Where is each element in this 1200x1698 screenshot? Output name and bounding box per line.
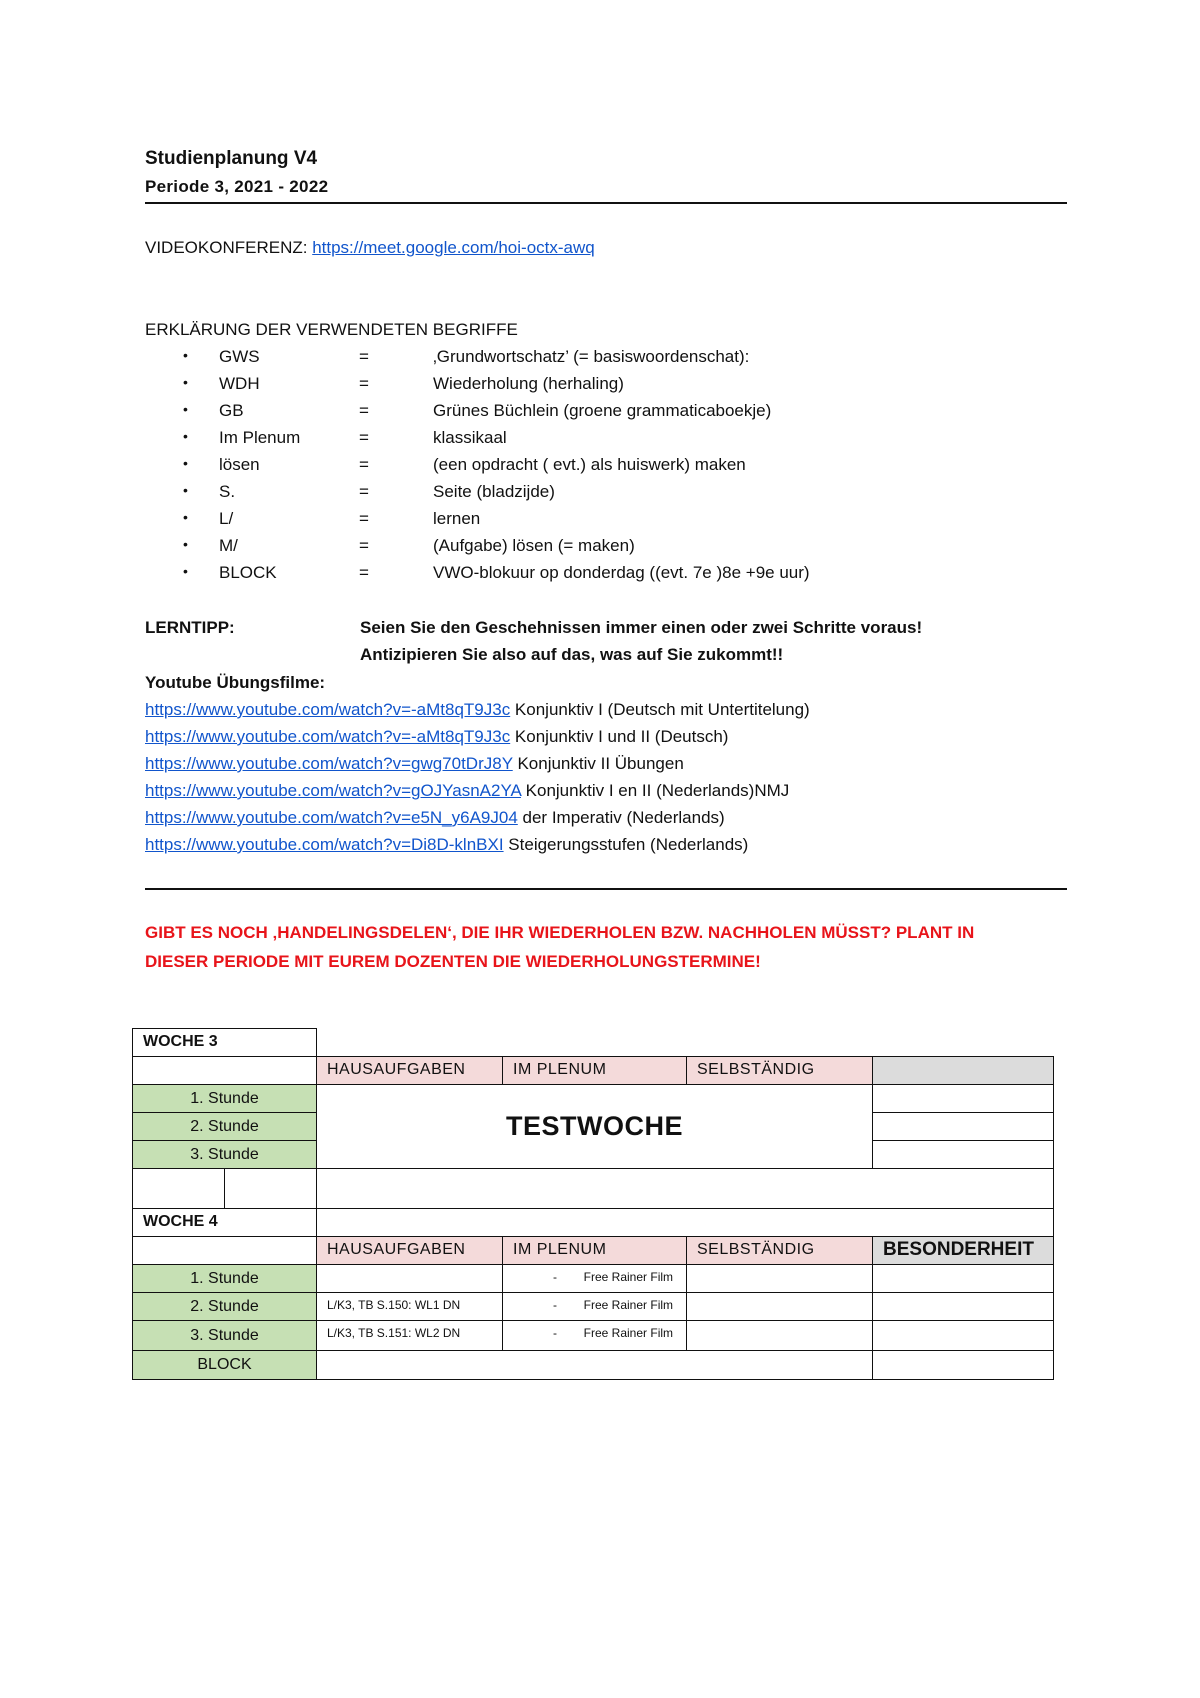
youtube-link-row bbox=[145, 835, 748, 855]
week4-header-besonderheit: BESONDERHEIT bbox=[872, 1236, 1054, 1265]
glossary-term: S. bbox=[219, 482, 236, 501]
glossary-term: GWS bbox=[219, 347, 260, 366]
week4-hausaufgaben-cell: L/K3, TB S.151: WL2 DN bbox=[316, 1320, 503, 1351]
bullet-icon: • bbox=[183, 374, 188, 390]
glossary-equals: = bbox=[359, 509, 369, 528]
bullet-icon: • bbox=[183, 482, 188, 498]
video-conference-link[interactable]: https://meet.google.com/hoi-octx-awq bbox=[312, 238, 595, 257]
glossary-equals: = bbox=[359, 536, 369, 555]
week3-header-plenum: IM PLENUM bbox=[502, 1056, 687, 1085]
glossary-equals: = bbox=[359, 374, 369, 393]
youtube-link[interactable]: https://www.youtube.com/watch?v=-aMt8qT9J3c bbox=[145, 700, 511, 719]
youtube-link-row bbox=[145, 700, 810, 720]
week4-header-selbstandig: SELBSTÄNDIG bbox=[686, 1236, 873, 1265]
week3-testwoche: TESTWOCHE bbox=[316, 1084, 873, 1169]
bullet-icon: • bbox=[183, 347, 188, 363]
youtube-link-row bbox=[145, 781, 789, 801]
week3-extra-cell bbox=[872, 1084, 1054, 1113]
glossary-term: lösen bbox=[219, 455, 260, 474]
week4-label: WOCHE 4 bbox=[132, 1208, 317, 1237]
week4-hausaufgaben-cell: L/K3, TB S.150: WL1 DN bbox=[316, 1292, 503, 1321]
glossary-term: WDH bbox=[219, 374, 260, 393]
youtube-link-description: Konjunktiv I (Deutsch mit Untertitelung) bbox=[510, 700, 810, 719]
youtube-link[interactable]: https://www.youtube.com/watch?v=gOJYasnA2YA bbox=[145, 781, 521, 800]
week3-row-label: 2. Stunde bbox=[132, 1112, 317, 1141]
week4-plenum-cell: - Free Rainer Film bbox=[502, 1320, 687, 1351]
week4-empty-cell bbox=[132, 1236, 317, 1265]
week4-header-hausaufgaben: HAUSAUFGABEN bbox=[316, 1236, 503, 1265]
glossary-definition: (een opdracht ( evt.) als huiswerk) maken bbox=[433, 455, 746, 474]
header-divider bbox=[145, 202, 1067, 204]
week4-besonderheit-cell bbox=[872, 1320, 1054, 1351]
bullet-icon: • bbox=[183, 401, 188, 417]
video-conference-label: VIDEOKONFERENZ: bbox=[145, 238, 308, 257]
week3-label: WOCHE 3 bbox=[132, 1028, 317, 1057]
week3-header-selbstandig: SELBSTÄNDIG bbox=[686, 1056, 873, 1085]
week3-spare-cell bbox=[132, 1168, 225, 1209]
youtube-link-description: Konjunktiv I und II (Deutsch) bbox=[510, 727, 729, 746]
page-title: Studienplanung V4 bbox=[145, 148, 318, 169]
tip-line-1: Seien Sie den Geschehnissen immer einen oder zwei Schritte voraus! bbox=[360, 618, 923, 637]
week3-extra-cell bbox=[872, 1112, 1054, 1141]
youtube-link-description: Steigerungsstufen (Nederlands) bbox=[503, 835, 749, 854]
glossary-term: M/ bbox=[219, 536, 238, 555]
week3-header-extra bbox=[872, 1056, 1054, 1085]
week4-header-plenum: IM PLENUM bbox=[502, 1236, 687, 1265]
week4-row-label: BLOCK bbox=[132, 1350, 317, 1380]
notice-line-1: GIBT ES NOCH ‚HANDELINGSDELEN‘, DIE IHR WIEDERHOLEN BZW. NACHHOLEN MÜSST? PLANT IN bbox=[145, 923, 975, 942]
week3-spare-wide-cell bbox=[316, 1168, 1054, 1209]
page-subtitle: Periode 3, 2021 - 2022 bbox=[145, 177, 329, 196]
week3-empty-cell bbox=[132, 1056, 317, 1085]
week3-spare-cell bbox=[224, 1168, 317, 1209]
glossary-definition: lernen bbox=[433, 509, 481, 528]
week4-besonderheit-cell bbox=[872, 1350, 1054, 1380]
section-divider bbox=[145, 888, 1067, 890]
notice-line-2: DIESER PERIODE MIT EUREM DOZENTEN DIE WIEDERHOLUNGSTERMINE! bbox=[145, 952, 761, 971]
week3-row-label: 1. Stunde bbox=[132, 1084, 317, 1113]
glossary-equals: = bbox=[359, 401, 369, 420]
youtube-link-description: Konjunktiv I en II (Nederlands)NMJ bbox=[520, 781, 790, 800]
glossary-definition: (Aufgabe) lösen (= maken) bbox=[433, 536, 635, 555]
glossary-equals: = bbox=[359, 455, 369, 474]
week4-row-label: 3. Stunde bbox=[132, 1320, 317, 1351]
glossary-definition: klassikaal bbox=[433, 428, 507, 447]
week4-selbstandig-cell bbox=[686, 1264, 873, 1293]
glossary-equals: = bbox=[359, 428, 369, 447]
week4-row-label: 1. Stunde bbox=[132, 1264, 317, 1293]
youtube-link-description: Konjunktiv II Übungen bbox=[512, 754, 684, 773]
week3-extra-cell bbox=[872, 1140, 1054, 1169]
youtube-link-description: der Imperativ (Nederlands) bbox=[517, 808, 725, 827]
glossary-heading: ERKLÄRUNG DER VERWENDETEN BEGRIFFE bbox=[145, 320, 518, 339]
youtube-link[interactable]: https://www.youtube.com/watch?v=Di8D-klnBXI bbox=[145, 835, 504, 854]
week4-plenum-cell: - Free Rainer Film bbox=[502, 1264, 687, 1293]
glossary-term: BLOCK bbox=[219, 563, 277, 582]
glossary-definition: Grünes Büchlein (groene grammaticaboekje) bbox=[433, 401, 772, 420]
week3-header-hausaufgaben: HAUSAUFGABEN bbox=[316, 1056, 503, 1085]
week4-selbstandig-cell bbox=[686, 1320, 873, 1351]
glossary-equals: = bbox=[359, 347, 369, 366]
glossary-term: Im Plenum bbox=[219, 428, 301, 447]
glossary-equals: = bbox=[359, 482, 369, 501]
youtube-link-row bbox=[145, 808, 725, 828]
bullet-icon: • bbox=[183, 509, 188, 525]
bullet-icon: • bbox=[183, 455, 188, 471]
glossary-definition: Seite (bladzijde) bbox=[433, 482, 555, 501]
youtube-link-row bbox=[145, 754, 684, 774]
week4-top-spacer bbox=[316, 1208, 1054, 1237]
youtube-link[interactable]: https://www.youtube.com/watch?v=-aMt8qT9J3c bbox=[145, 727, 511, 746]
glossary-definition: ‚Grundwortschatz’ (= basiswoordenschat): bbox=[433, 347, 750, 366]
week3-row-label: 3. Stunde bbox=[132, 1140, 317, 1169]
week4-block-cell bbox=[316, 1350, 873, 1380]
week4-hausaufgaben-cell bbox=[316, 1264, 503, 1293]
week4-selbstandig-cell bbox=[686, 1292, 873, 1321]
youtube-link[interactable]: https://www.youtube.com/watch?v=e5N_y6A9J04 bbox=[145, 808, 518, 827]
tip-line-2: Antizipieren Sie also auf das, was auf Sie zukommt!! bbox=[360, 645, 784, 664]
glossary-term: L/ bbox=[219, 509, 234, 528]
youtube-heading: Youtube Übungsfilme: bbox=[145, 673, 326, 692]
glossary-definition: Wiederholung (herhaling) bbox=[433, 374, 624, 393]
bullet-icon: • bbox=[183, 536, 188, 552]
bullet-icon: • bbox=[183, 563, 188, 579]
week4-plenum-cell: - Free Rainer Film bbox=[502, 1292, 687, 1321]
glossary-definition: VWO-blokuur op donderdag ((evt. 7e )8e +9e uur) bbox=[433, 563, 810, 582]
week4-besonderheit-cell bbox=[872, 1292, 1054, 1321]
bullet-icon: • bbox=[183, 428, 188, 444]
video-conference-line bbox=[145, 238, 595, 258]
week4-row-label: 2. Stunde bbox=[132, 1292, 317, 1321]
tip-label: LERNTIPP: bbox=[145, 618, 235, 637]
youtube-link[interactable]: https://www.youtube.com/watch?v=gwg70tDrJ8Y bbox=[145, 754, 513, 773]
glossary-equals: = bbox=[359, 563, 369, 582]
youtube-link-row bbox=[145, 727, 728, 747]
glossary-term: GB bbox=[219, 401, 244, 420]
week4-besonderheit-cell bbox=[872, 1264, 1054, 1293]
